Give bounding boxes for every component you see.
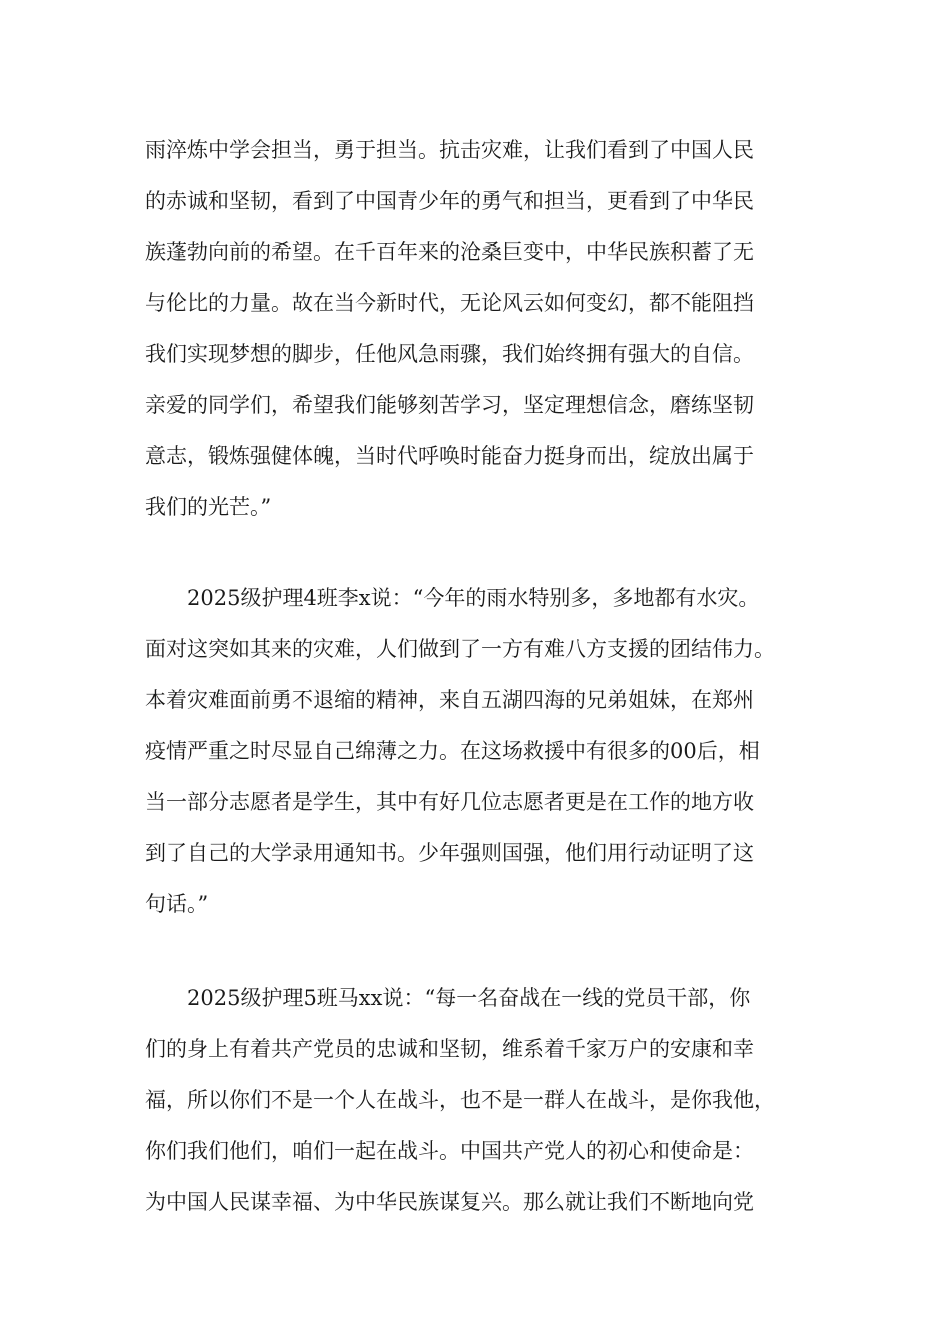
text-line: 与伦比的力量。故在当今新时代，无论风云如何变幻，都不能阻挡: [145, 291, 754, 315]
text-line: 当一部分志愿者是学生，其中有好几位志愿者更是在工作的地方收: [145, 790, 754, 814]
text-line: 疫情严重之时尽显自己绵薄之力。在这场救援中有很多的00后，相: [145, 739, 760, 763]
text-line: 你们我们他们，咱们一起在战斗。中国共产党人的初心和使命是：: [145, 1139, 754, 1163]
text-line: 我们实现梦想的脚步，任他风急雨骤，我们始终拥有强大的自信。: [145, 342, 754, 366]
text-line: 亲爱的同学们，希望我们能够刻苦学习，坚定理想信念，磨练坚韧: [145, 393, 754, 417]
text-line: 的赤诚和坚韧，看到了中国青少年的勇气和担当，更看到了中华民: [145, 189, 754, 213]
text-line: 到了自己的大学录用通知书。少年强则国强，他们用行动证明了这: [145, 841, 754, 865]
text-line: 面对这突如其来的灾难，人们做到了一方有难八方支援的团结伟力。: [145, 637, 775, 661]
text-line: 们的身上有着共产党员的忠诚和坚韧，维系着千家万户的安康和幸: [145, 1037, 754, 1061]
text-line: 为中国人民谋幸福、为中华民族谋复兴。那么就让我们不断地向党: [145, 1190, 754, 1214]
text-line: 句话。”: [145, 892, 209, 916]
text-line: 福，所以你们不是一个人在战斗，也不是一群人在战斗，是你我他，: [145, 1088, 775, 1112]
text-line: 2025级护理4班李x说：“今年的雨水特别多，多地都有水灾。: [187, 586, 760, 610]
text-line: 意志，锻炼强健体魄，当时代呼唤时能奋力挺身而出，绽放出属于: [145, 444, 754, 468]
text-line: 族蓬勃向前的希望。在千百年来的沧桑巨变中，中华民族积蓄了无: [145, 240, 754, 264]
text-line: 雨淬炼中学会担当，勇于担当。抗击灾难，让我们看到了中国人民: [145, 138, 754, 162]
text-line: 2025级护理5班马xx说：“每一名奋战在一线的党员干部，你: [187, 986, 751, 1010]
text-line: 我们的光芒。”: [145, 495, 272, 519]
text-line: 本着灾难面前勇不退缩的精神，来自五湖四海的兄弟姐妹，在郑州: [145, 688, 754, 712]
